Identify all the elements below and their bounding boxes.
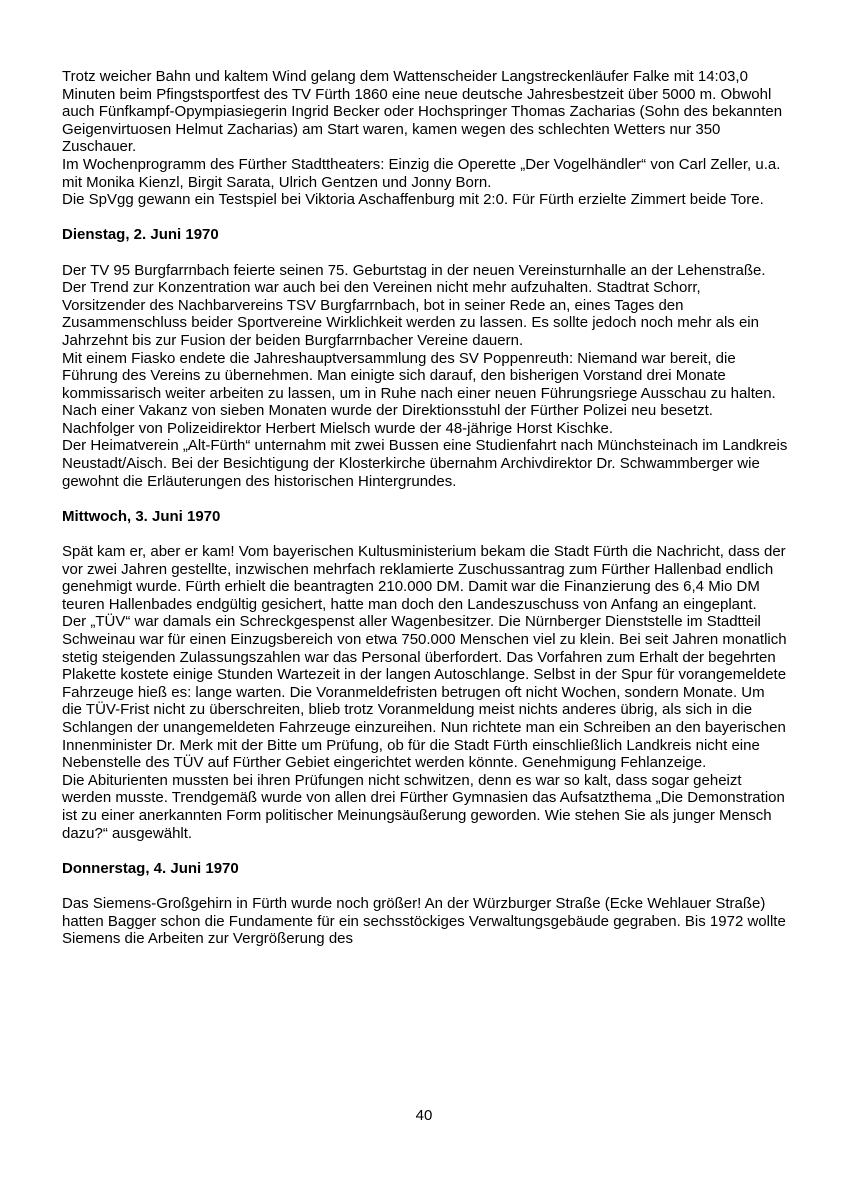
paragraph-tv95-burgfarrnbach: Der TV 95 Burgfarrnbach feierte seinen 75. Geburtstag in der neuen Vereinsturnhalle an der Lehenstraße. Der Trend zur Konzentration war auch bei den Vereinen nicht mehr aufzuhalten. Stadtrat Schorr, Vorsitzender des Nachbarvereins TSV Burgfarrnbach, bot in seiner Rede an, eines Tages den Zusammenschluss beider Sportvereine Wirklichkeit werden zu lassen. Es sollte jedoch noch mehr als ein Jahrzehnt bis zur Fusion der beiden Burgfarrnbacher Vereine dauern. xyxy=(62,261,770,349)
date-heading-mittwoch-3-juni-1970: Mittwoch, 3. Juni 1970 xyxy=(62,507,221,525)
paragraph-tuev-schreckgespenst: Der „TÜV“ war damals ein Schreckgespenst aller Wagenbesitzer. Die Nürnberger Dienststelle im Stadtteil Schweinau war für einen Einzugsbereich von etwa 750.000 Menschen viel zu klein. Bei seit Jahren monatlich stetig steigenden Zulassungszahlen war das Personal überfordert. Das Vorfahren zum Erhalt der begehrten Plakette kostete einige Stunden Wartezeit in der langen Autoschlange. Selbst in der Spur für vorangemeldete Fahrzeuge hieß es: lange warten. Die Voranmeldefristen betrugen oft nicht Wochen, sondern Monate. Um die TÜV-Frist nicht zu überschreiten, blieb trotz Voranmeldung meist nichts anderes übrig, als sich in die Schlangen der unangemeldeten Fahrzeuge einzureihen. Nun richtete man ein Schreiben an den bayerischen Innenminister Dr. Merk mit der Bitte um Prüfung, ob für die Stadt Fürth einschließlich Landkreis nicht eine Nebenstelle des TÜV auf Fürther Gebiet eingerichtet werden könnte. Genehmigung Fehlanzeige. xyxy=(62,613,791,772)
document-body xyxy=(62,68,792,948)
paragraph-abiturienten-aufsatz: Die Abiturienten mussten bei ihren Prüfungen nicht schwitzen, denn es war so kalt, dass sogar geheizt werden musste. Trendgemäß wurde von allen drei Fürther Gymnasien das Aufsatzthema „Die Demonstration ist zu einer anerkannten Form politischer Meinungsäußerung geworden. Wie stehen Sie als junger Mensch dazu?“ ausgewählt. xyxy=(62,771,790,842)
paragraph-siemens-grossgehirn: Das Siemens-Großgehirn in Fürth wurde noch größer! An der Würzburger Straße (Ecke Wehlauer Straße) hatten Bagger schon die Fundamente für ein sechsstöckiges Verwaltungsgebäude gegraben. Bis 1972 wollte Siemens die Arbeiten zur Vergrößerung des xyxy=(62,894,790,948)
paragraph-stadttheater: Im Wochenprogramm des Fürther Stadttheaters: Einzig die Operette „Der Vogelhändler“ von Carl Zeller, u.a. mit Monika Kienzl, Birgit Sarata, Ulrich Gentzen und Jonny Born. xyxy=(62,155,785,191)
paragraph-spvgg-testspiel: Die SpVgg gewann ein Testspiel bei Viktoria Aschaffenburg mit 2:0. Für Fürth erzielte Zimmert beide Tore. xyxy=(62,191,764,209)
paragraph-sv-poppenreuth: Mit einem Fiasko endete die Jahreshauptversammlung des SV Poppenreuth: Niemand war bereit, die Führung des Vereins zu übernehmen. Man einigte sich darauf, den bisherigen Vorstand drei Monate kommissarisch weiter arbeiten zu lassen, um in Ruhe nach einer neuen Führungsriege Ausschau zu halten. xyxy=(62,349,776,402)
paragraph-hallenbad-zuschuss: Spät kam er, aber er kam! Vom bayerischen Kultusministerium bekam die Stadt Fürth die Nachricht, dass der vor zwei Jahren gestellte, inzwischen mehrfach reklamierte Zuschussantrag zum Fürther Hallenbad endlich genehmigt wurde. Fürth erhielt die beantragten 210.000 DM. Damit war die Finanzierung des 6,4 Mio DM teuren Hallenbades endgültig gesichert, hatte man doch den Landeszuschuss von Anfang an eingeplant. xyxy=(62,543,790,613)
date-heading-donnerstag-4-juni-1970: Donnerstag, 4. Juni 1970 xyxy=(62,859,239,877)
page-number: 40 xyxy=(415,1107,433,1124)
date-heading-dienstag-2-juni-1970: Dienstag, 2. Juni 1970 xyxy=(62,226,219,244)
paragraph-heimatverein-alt-fuerth: Der Heimatverein „Alt-Fürth“ unternahm mit zwei Bussen eine Studienfahrt nach Münchsteinach im Landkreis Neustadt/Aisch. Bei der Besichtigung der Klosterkirche übernahm Archivdirektor Dr. Schwammberger wie gewohnt die Erläuterungen des historischen Hintergrundes. xyxy=(62,437,792,490)
paragraph-polizei-direktionsstuhl: Nach einer Vakanz von sieben Monaten wurde der Direktionsstuhl der Fürther Polizei neu besetzt. Nachfolger von Polizeidirektor Herbert Mielsch wurde der 48-jährige Horst Kischke. xyxy=(62,402,718,437)
paragraph-falke-record: Trotz weicher Bahn und kaltem Wind gelang dem Wattenscheider Langstreckenläufer Falke mit 14:03,0 Minuten beim Pfingstsportfest des TV Fürth 1860 eine neue deutsche Jahresbestzeit über 5000 m. Obwohl auch Fünfkampf-Opympiasiegerin Ingrid Becker oder Hochspringer Thomas Zacharias (Sohn des bekannten Geigenvirtuosen Helmut Zacharias) am Start waren, kamen wegen des schlechten Wetters nur 350 Zuschauer. xyxy=(62,68,787,156)
